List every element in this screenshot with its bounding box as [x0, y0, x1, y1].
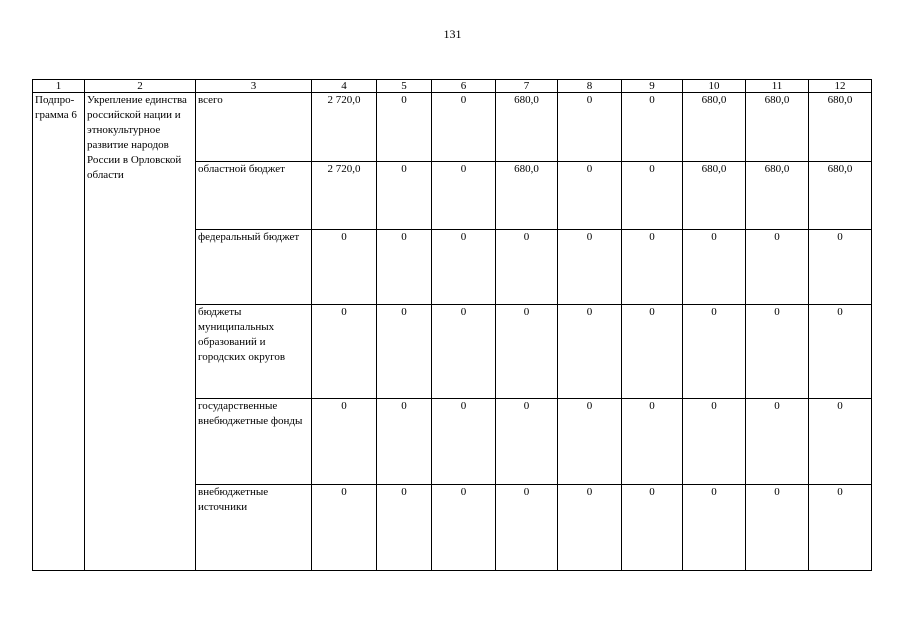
header-cell: 9 [622, 80, 683, 93]
value-cell: 680,0 [683, 162, 746, 230]
header-cell: 7 [496, 80, 558, 93]
value-cell: 680,0 [746, 162, 809, 230]
value-cell: 0 [496, 485, 558, 571]
value-cell: 0 [746, 305, 809, 399]
header-cell: 10 [683, 80, 746, 93]
value-cell: 0 [809, 485, 872, 571]
value-cell: 0 [622, 305, 683, 399]
value-cell: 0 [312, 485, 377, 571]
value-cell: 0 [432, 93, 496, 162]
budget-table [32, 79, 872, 571]
header-cell: 3 [196, 80, 312, 93]
value-cell: 0 [377, 485, 432, 571]
value-cell: 680,0 [496, 162, 558, 230]
source-cell: внебюджетные источники [196, 485, 312, 571]
value-cell: 0 [432, 305, 496, 399]
value-cell: 2 720,0 [312, 93, 377, 162]
table-row [33, 93, 872, 162]
value-cell: 0 [746, 485, 809, 571]
value-cell: 0 [377, 399, 432, 485]
value-cell: 0 [496, 230, 558, 305]
value-cell: 0 [746, 399, 809, 485]
header-cell: 4 [312, 80, 377, 93]
value-cell: 0 [377, 162, 432, 230]
value-cell: 0 [558, 162, 622, 230]
value-cell: 0 [558, 485, 622, 571]
value-cell: 0 [377, 305, 432, 399]
value-cell: 0 [312, 305, 377, 399]
header-cell: 11 [746, 80, 809, 93]
source-cell: бюджеты муниципальных образований и городских округов [196, 305, 312, 399]
value-cell: 680,0 [683, 93, 746, 162]
value-cell: 0 [809, 399, 872, 485]
source-cell: государственные внебюджетные фонды [196, 399, 312, 485]
header-row [33, 80, 872, 93]
value-cell: 0 [432, 399, 496, 485]
header-cell: 6 [432, 80, 496, 93]
value-cell: 0 [432, 485, 496, 571]
source-cell: федеральный бюджет [196, 230, 312, 305]
value-cell: 0 [683, 305, 746, 399]
value-cell: 0 [809, 305, 872, 399]
source-cell: всего [196, 93, 312, 162]
value-cell: 0 [746, 230, 809, 305]
header-cell: 8 [558, 80, 622, 93]
value-cell: 0 [622, 399, 683, 485]
value-cell: 0 [377, 93, 432, 162]
header-cell: 12 [809, 80, 872, 93]
program-code-cell: Подпро-грамма 6 [33, 93, 85, 571]
source-cell: областной бюджет [196, 162, 312, 230]
value-cell: 0 [496, 399, 558, 485]
value-cell: 0 [558, 399, 622, 485]
program-name-cell: Укрепление единства российской нации и этнокультурное развитие народов России в Орловской области [85, 93, 196, 571]
value-cell: 0 [683, 230, 746, 305]
value-cell: 680,0 [496, 93, 558, 162]
value-cell: 0 [377, 230, 432, 305]
value-cell: 0 [496, 305, 558, 399]
value-cell: 0 [622, 93, 683, 162]
value-cell: 680,0 [809, 162, 872, 230]
header-cell: 2 [85, 80, 196, 93]
value-cell: 0 [312, 399, 377, 485]
value-cell: 0 [683, 399, 746, 485]
value-cell: 0 [622, 230, 683, 305]
value-cell: 2 720,0 [312, 162, 377, 230]
value-cell: 0 [809, 230, 872, 305]
value-cell: 0 [558, 305, 622, 399]
value-cell: 0 [683, 485, 746, 571]
value-cell: 0 [432, 230, 496, 305]
value-cell: 0 [312, 230, 377, 305]
value-cell: 0 [622, 162, 683, 230]
value-cell: 0 [558, 93, 622, 162]
value-cell: 0 [622, 485, 683, 571]
value-cell: 0 [432, 162, 496, 230]
header-cell: 5 [377, 80, 432, 93]
page-number: 131 [443, 27, 462, 41]
value-cell: 0 [558, 230, 622, 305]
value-cell: 680,0 [746, 93, 809, 162]
value-cell: 680,0 [809, 93, 872, 162]
header-cell: 1 [33, 80, 85, 93]
